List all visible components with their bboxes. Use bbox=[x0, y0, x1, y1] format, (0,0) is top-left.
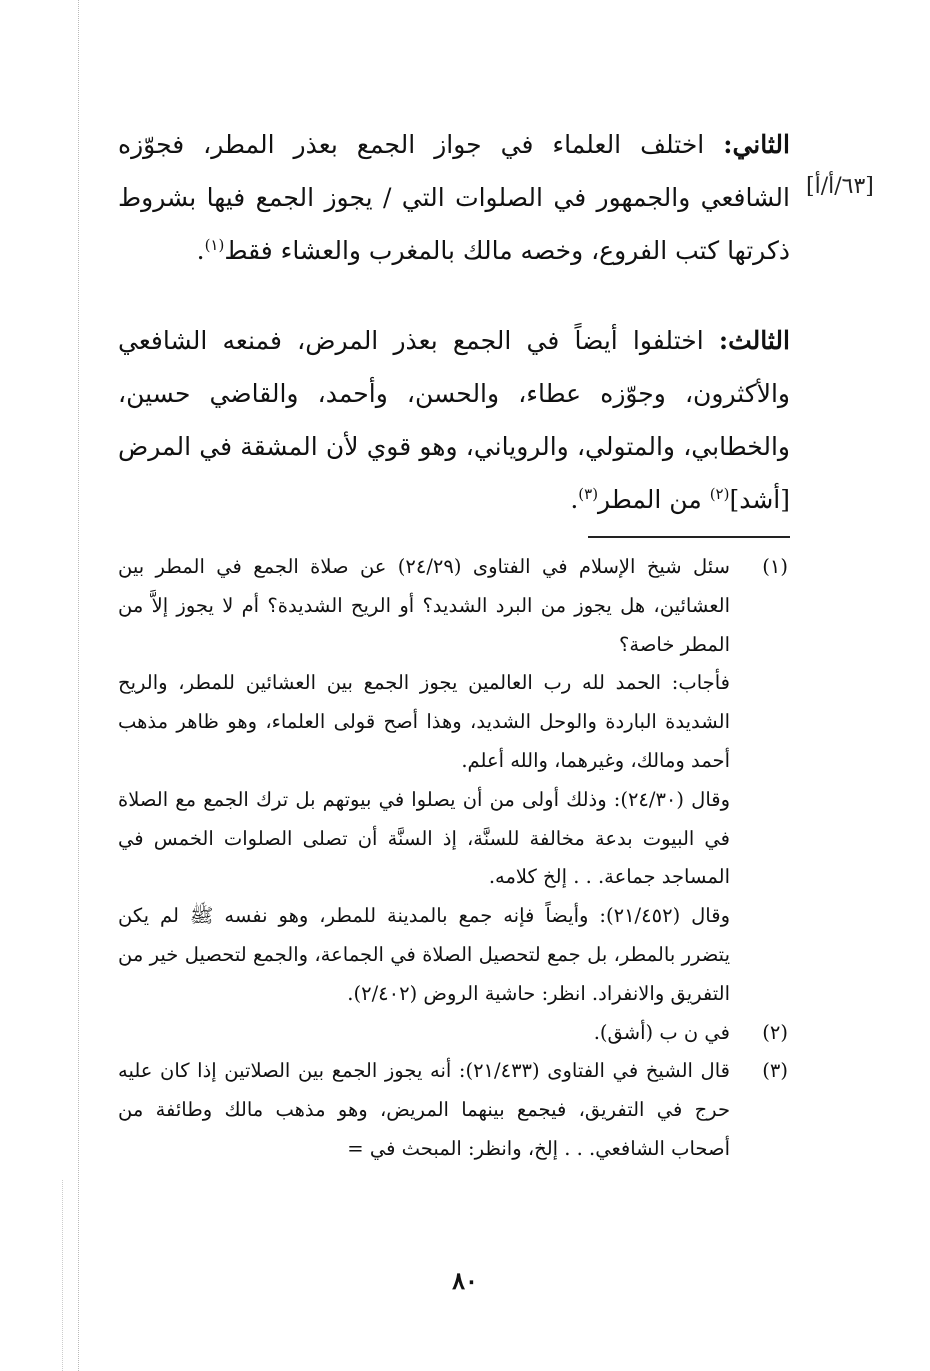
paragraph-end-mark: . bbox=[196, 236, 205, 265]
footnote bbox=[118, 1052, 788, 1168]
scan-margin-line bbox=[62, 1180, 63, 1371]
paragraph-label: الثالث: bbox=[718, 326, 790, 355]
footnote-separator bbox=[588, 536, 790, 538]
footnote bbox=[118, 548, 788, 1014]
footnote-number: (٣) bbox=[762, 1059, 788, 1083]
paragraph-label: الثاني: bbox=[723, 130, 790, 159]
footnote-ref[interactable]: (٢) bbox=[709, 485, 730, 503]
footnote-text: وقال (٢١/٤٥٢): وأيضاً فإنه جمع بالمدينة للمطر، وهو نفسه ﷺ لم يكن يتضرر بالمطر، بل جمع لتحصيل الصلاة في الجماعة، والجمع لتحصيل خير من التفريق والانفراد. انظر: حاشية الروض (٢/٤٠٢). bbox=[118, 904, 730, 1005]
paragraph-text: اختلفوا أيضاً في الجمع بعذر المرض، فمنعه الشافعي والأكثرون، وجوّزه عطاء، والحسن، وأحمد، والقاضي حسين، والخطابي، والمتولي، والروياني، وهو قوي لأن المشقة في المرض [أشد] bbox=[118, 326, 790, 514]
footnote-text: فأجاب: الحمد لله رب العالمين يجوز الجمع بين العشائين للمطر، والريح الشديدة الباردة والوحل الشديد، وهذا أصح قولى العلماء، وهو ظاهر مذهب أحمد ومالك، وغيرهما، والله أعلم. bbox=[118, 671, 730, 772]
paragraph-text: اختلف العلماء في جواز الجمع بعذر المطر، فجوّزه الشافعي والجمهور في الصلوات التي / يجوز الجمع فيها بشروط ذكرتها كتب الفروع، وخصه مالك بالمغرب والعشاء فقط bbox=[118, 130, 790, 265]
footnote-number: (٢) bbox=[762, 1020, 788, 1044]
scan-margin-line bbox=[78, 0, 79, 1371]
footnote-ref[interactable]: (٣) bbox=[578, 485, 599, 503]
footnote-text: في ن ب (أشق). bbox=[593, 1020, 730, 1044]
paragraph-text: من المطر bbox=[598, 485, 710, 514]
paragraph-end-mark: . bbox=[570, 485, 579, 514]
paragraph-third bbox=[118, 314, 790, 526]
footnote-ref[interactable]: (١) bbox=[204, 236, 225, 254]
footnote-text: قال الشيخ في الفتاوى (٢١/٤٣٣): أنه يجوز الجمع بين الصلاتين إذا كان عليه حرج في التفريق، فيجمع بينهما المريض، وهو مذهب مالك وطائفة من أصحاب الشافعي. . . إلخ، وانظر: المبحث في = bbox=[118, 1059, 730, 1160]
footnote-number: (١) bbox=[762, 555, 788, 578]
footnote-text: وقال (٢٤/٣٠): وذلك أولى من أن يصلوا في بيوتهم بل ترك الجمع مع الصلاة في البيوت بدعة مخالفة للسنَّة، إذ السنَّة أن تصلى الصلوات الخمس في المساجد جماعة. . . إلخ كلامه. bbox=[118, 787, 730, 889]
paragraph-second bbox=[118, 118, 790, 277]
page-number: ٨٠ bbox=[452, 1266, 478, 1295]
manuscript-folio-reference: [٦٣/أ/أ] bbox=[806, 174, 874, 199]
footnotes bbox=[118, 548, 788, 1169]
footnote-text: سئل شيخ الإسلام في الفتاوى (٢٤/٢٩) عن صلاة الجمع في المطر بين العشائين، هل يجوز من البرد الشديد؟ أو الريح الشديدة؟ أم لا يجوز إلاَّ من المطر خاصة؟ bbox=[118, 555, 730, 656]
footnote bbox=[118, 1014, 788, 1053]
